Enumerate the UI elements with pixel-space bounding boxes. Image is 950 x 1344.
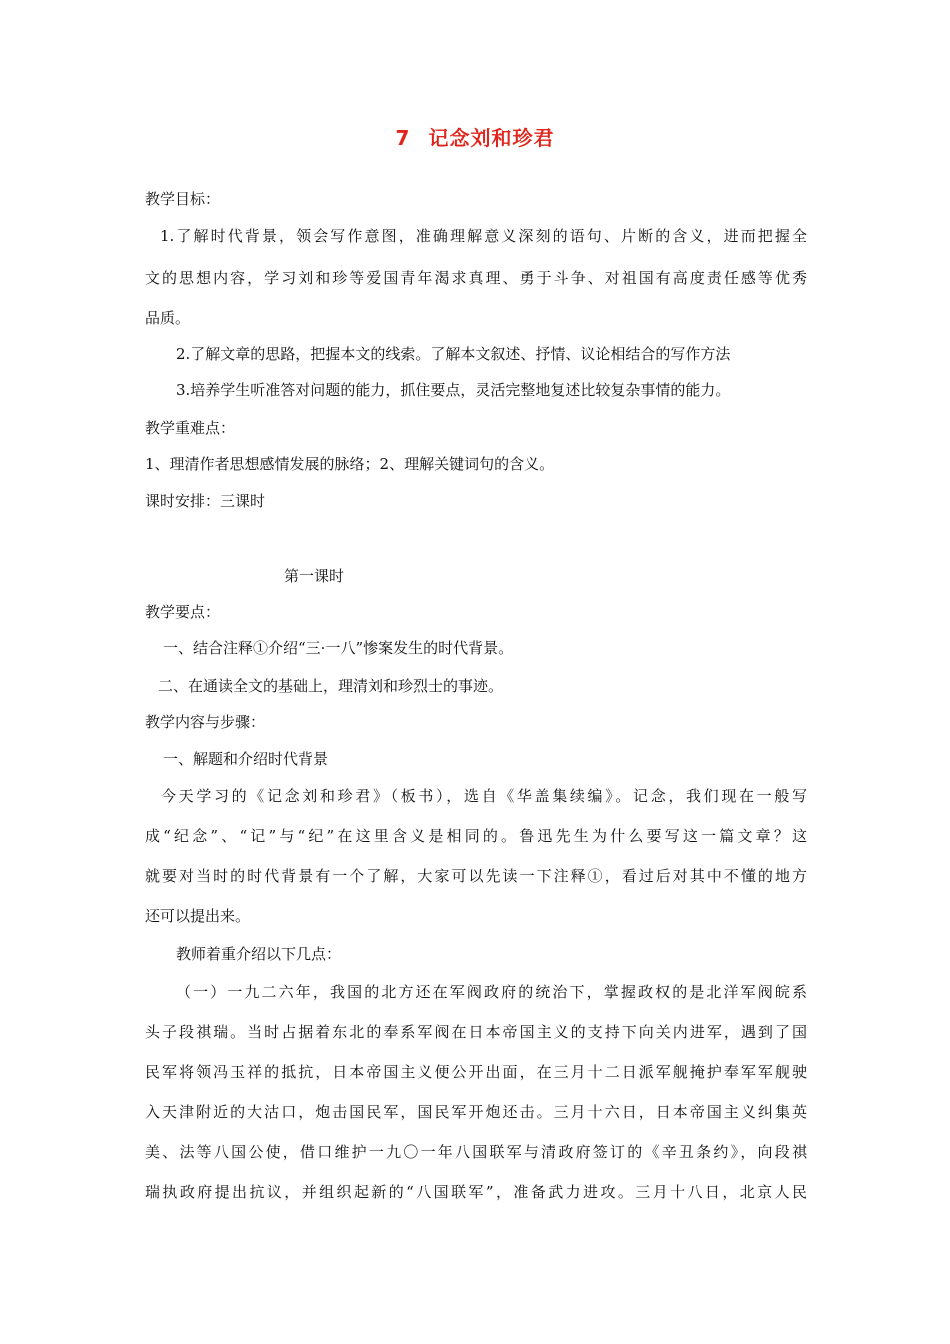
schedule-line: 课时安排：三课时 (145, 492, 266, 510)
section-heading-steps: 教学内容与步骤： (145, 713, 266, 731)
section-heading-key-points: 教学重难点： (145, 419, 236, 437)
paragraph-line: 美、法等八国公使，借口维护一九〇一年八国联军与清政府签订的《辛丑条约》，向段祺 (145, 1143, 807, 1161)
paragraph-line: （一）一九二六年，我国的北方还在军阀政府的统治下，掌握政权的是北洋军阀皖系 (176, 983, 807, 1001)
section-heading-objectives: 教学目标： (145, 190, 221, 208)
paragraph-line: 民军将领冯玉祥的抵抗，日本帝国主义便公开出面，在三月十二日派军舰掩护奉军军舰驶 (145, 1063, 807, 1081)
title-number: 7 (395, 126, 411, 150)
paragraph-line: 二、在通读全文的基础上，理清刘和珍烈士的事迹。 (158, 677, 504, 695)
paragraph-line: 文的思想内容，学习刘和珍等爱国青年渴求真理、勇于斗争、对祖国有高度责任感等优秀 (145, 269, 807, 287)
paragraph-line: 品质。 (145, 309, 191, 327)
paragraph-line: 一、结合注释①介绍“三·一八”惨案发生的时代背景。 (163, 639, 514, 657)
paragraph-line: 就要对当时的时代背景有一个了解，大家可以先读一下注释①，看过后对其中不懂的地方 (145, 867, 807, 885)
paragraph-line: 瑞执政府提出抗议，并组织起新的“八国联军”，准备武力进攻。三月十八日，北京人民 (145, 1183, 807, 1201)
paragraph-line: 成“纪念”、“记”与“纪”在这里含义是相同的。鲁迅先生为什么要写这一篇文章？这 (145, 827, 807, 845)
paragraph-line: 教师着重介绍以下几点： (176, 945, 342, 963)
paragraph-line: 还可以提出来。 (145, 907, 251, 925)
document-title (0, 124, 950, 152)
paragraph-line: 1.了解时代背景，领会写作意图，准确理解意义深刻的语句、片断的含义，进而把握全 (160, 227, 807, 245)
subsection-heading: 一、解题和介绍时代背景 (163, 750, 329, 768)
title-text: 记念刘和珍君 (428, 126, 555, 150)
paragraph-line: 头子段祺瑞。当时占据着东北的奉系军阀在日本帝国主义的支持下向关内进军，遇到了国 (145, 1023, 807, 1041)
paragraph-line: 今天学习的《记念刘和珍君》（板书），选自《华盖集续编》。记念，我们现在一般写 (161, 787, 807, 805)
lesson-heading: 第一课时 (284, 567, 345, 585)
paragraph-line: 3.培养学生听准答对问题的能力，抓住要点，灵活完整地复述比较复杂事情的能力。 (176, 381, 731, 399)
paragraph-line: 1、理清作者思想感情发展的脉络；2、理解关键词句的含义。 (145, 455, 555, 473)
paragraph-line: 入天津附近的大沽口，炮击国民军，国民军开炮还击。三月十六日，日本帝国主义纠集英 (145, 1103, 807, 1121)
paragraph-line: 2.了解文章的思路，把握本文的线索。了解本文叙述、抒情、议论相结合的写作方法 (176, 345, 731, 363)
section-heading-lesson-points: 教学要点： (145, 603, 221, 621)
